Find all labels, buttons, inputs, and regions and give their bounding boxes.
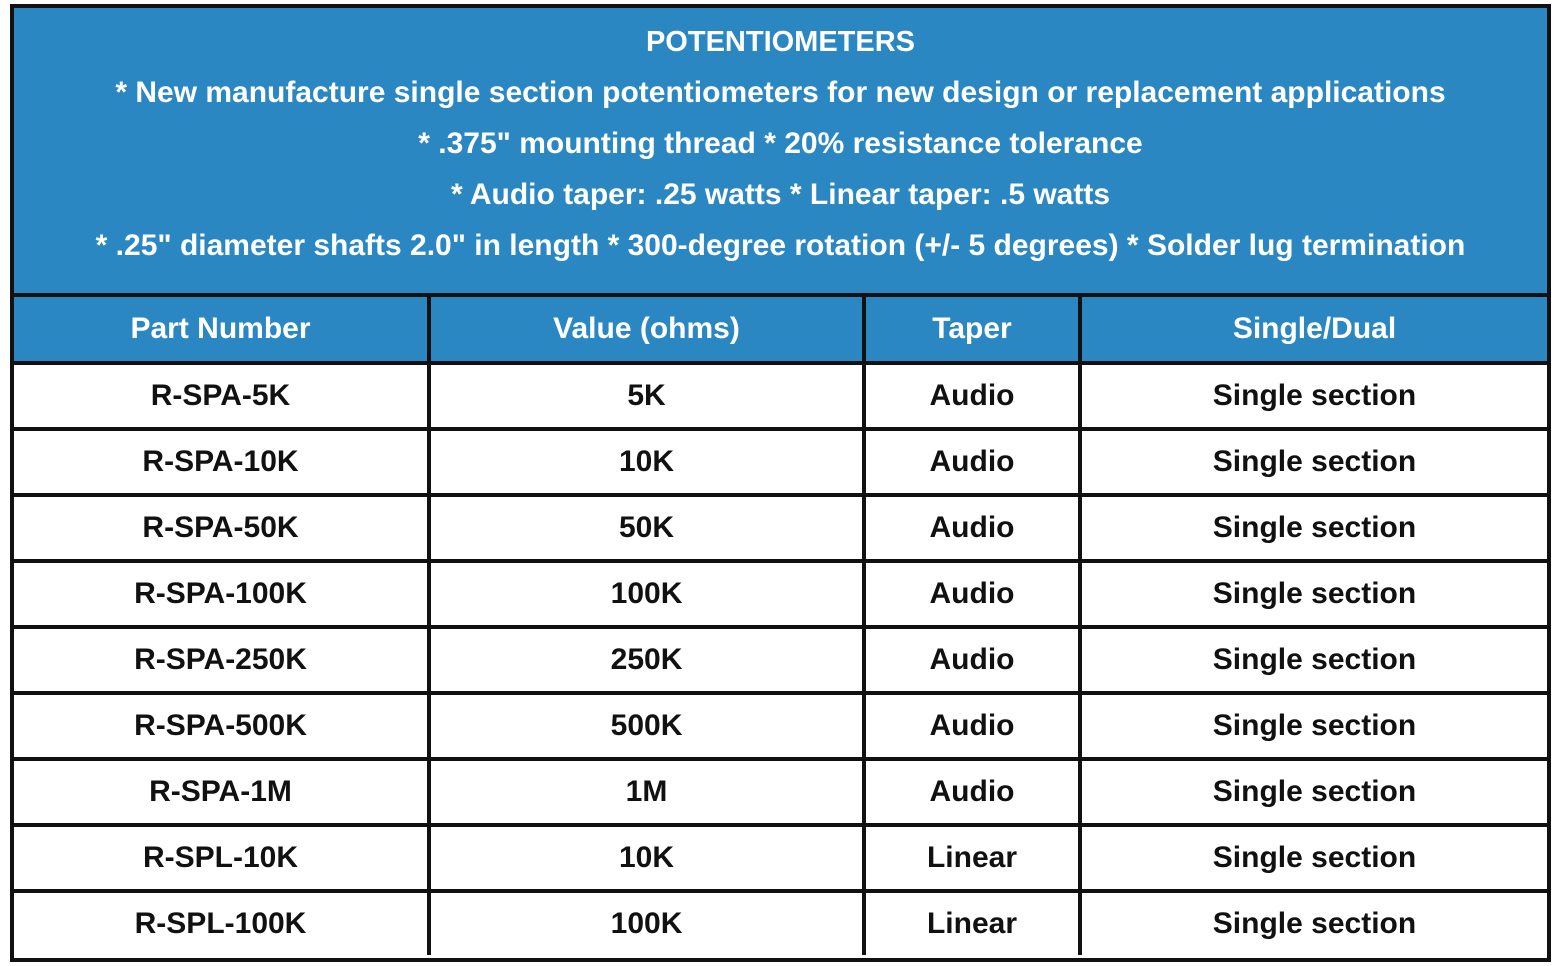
part-number-cell: R-SPA-100K [14,561,429,627]
part-number-cell: R-SPA-50K [14,495,429,561]
value-cell: 10K [429,825,864,891]
value-cell: 100K [429,891,864,955]
value-cell: 10K [429,429,864,495]
taper-cell: Audio [864,429,1080,495]
banner-feature-line: * Audio taper: .25 watts * Linear taper: .5 watts [450,178,1111,211]
section-cell: Single section [1080,363,1547,429]
value-cell: 100K [429,561,864,627]
section-cell: Single section [1080,627,1547,693]
table-row [14,561,1547,627]
part-number-cell: R-SPA-5K [14,363,429,429]
part-number-cell: R-SPA-500K [14,693,429,759]
section-cell: Single section [1080,561,1547,627]
value-cell: 50K [429,495,864,561]
part-number-cell: R-SPA-1M [14,759,429,825]
value-cell: 250K [429,627,864,693]
table-row [14,759,1547,825]
section-cell: Single section [1080,825,1547,891]
section-cell: Single section [1080,891,1547,955]
taper-cell: Audio [864,495,1080,561]
taper-cell: Linear [864,891,1080,955]
potentiometer-sheet [10,4,1551,962]
part-number-cell: R-SPA-10K [14,429,429,495]
taper-cell: Audio [864,561,1080,627]
banner-title: POTENTIOMETERS [645,26,916,58]
column-header-part-number: Part Number [14,297,429,363]
table-row [14,429,1547,495]
column-header-value: Value (ohms) [429,297,864,363]
taper-cell: Audio [864,759,1080,825]
section-cell: Single section [1080,495,1547,561]
table-row [14,627,1547,693]
taper-cell: Audio [864,627,1080,693]
banner-feature-line: * .375" mounting thread * 20% resistance tolerance [418,127,1143,160]
header-row [14,297,1547,363]
taper-cell: Linear [864,825,1080,891]
value-cell: 1M [429,759,864,825]
banner-feature-line: * New manufacture single section potentiometers for new design or replacement applications [115,76,1446,109]
value-cell: 5K [429,363,864,429]
part-number-cell: R-SPL-100K [14,891,429,955]
table-row [14,891,1547,955]
table-row [14,825,1547,891]
banner-feature-line: * .25" diameter shafts 2.0" in length * 300-degree rotation (+/- 5 degrees) * Solder lug termination [95,229,1466,262]
taper-cell: Audio [864,363,1080,429]
section-cell: Single section [1080,429,1547,495]
column-header-taper: Taper [864,297,1080,363]
part-number-cell: R-SPA-250K [14,627,429,693]
taper-cell: Audio [864,693,1080,759]
product-banner [14,8,1547,297]
part-number-cell: R-SPL-10K [14,825,429,891]
table-row [14,693,1547,759]
value-cell: 500K [429,693,864,759]
table-row [14,363,1547,429]
section-cell: Single section [1080,759,1547,825]
column-header-single-dual: Single/Dual [1080,297,1547,363]
parts-table [14,297,1547,955]
parts-table-header [14,297,1547,363]
parts-table-body [14,363,1547,955]
table-row [14,495,1547,561]
section-cell: Single section [1080,693,1547,759]
